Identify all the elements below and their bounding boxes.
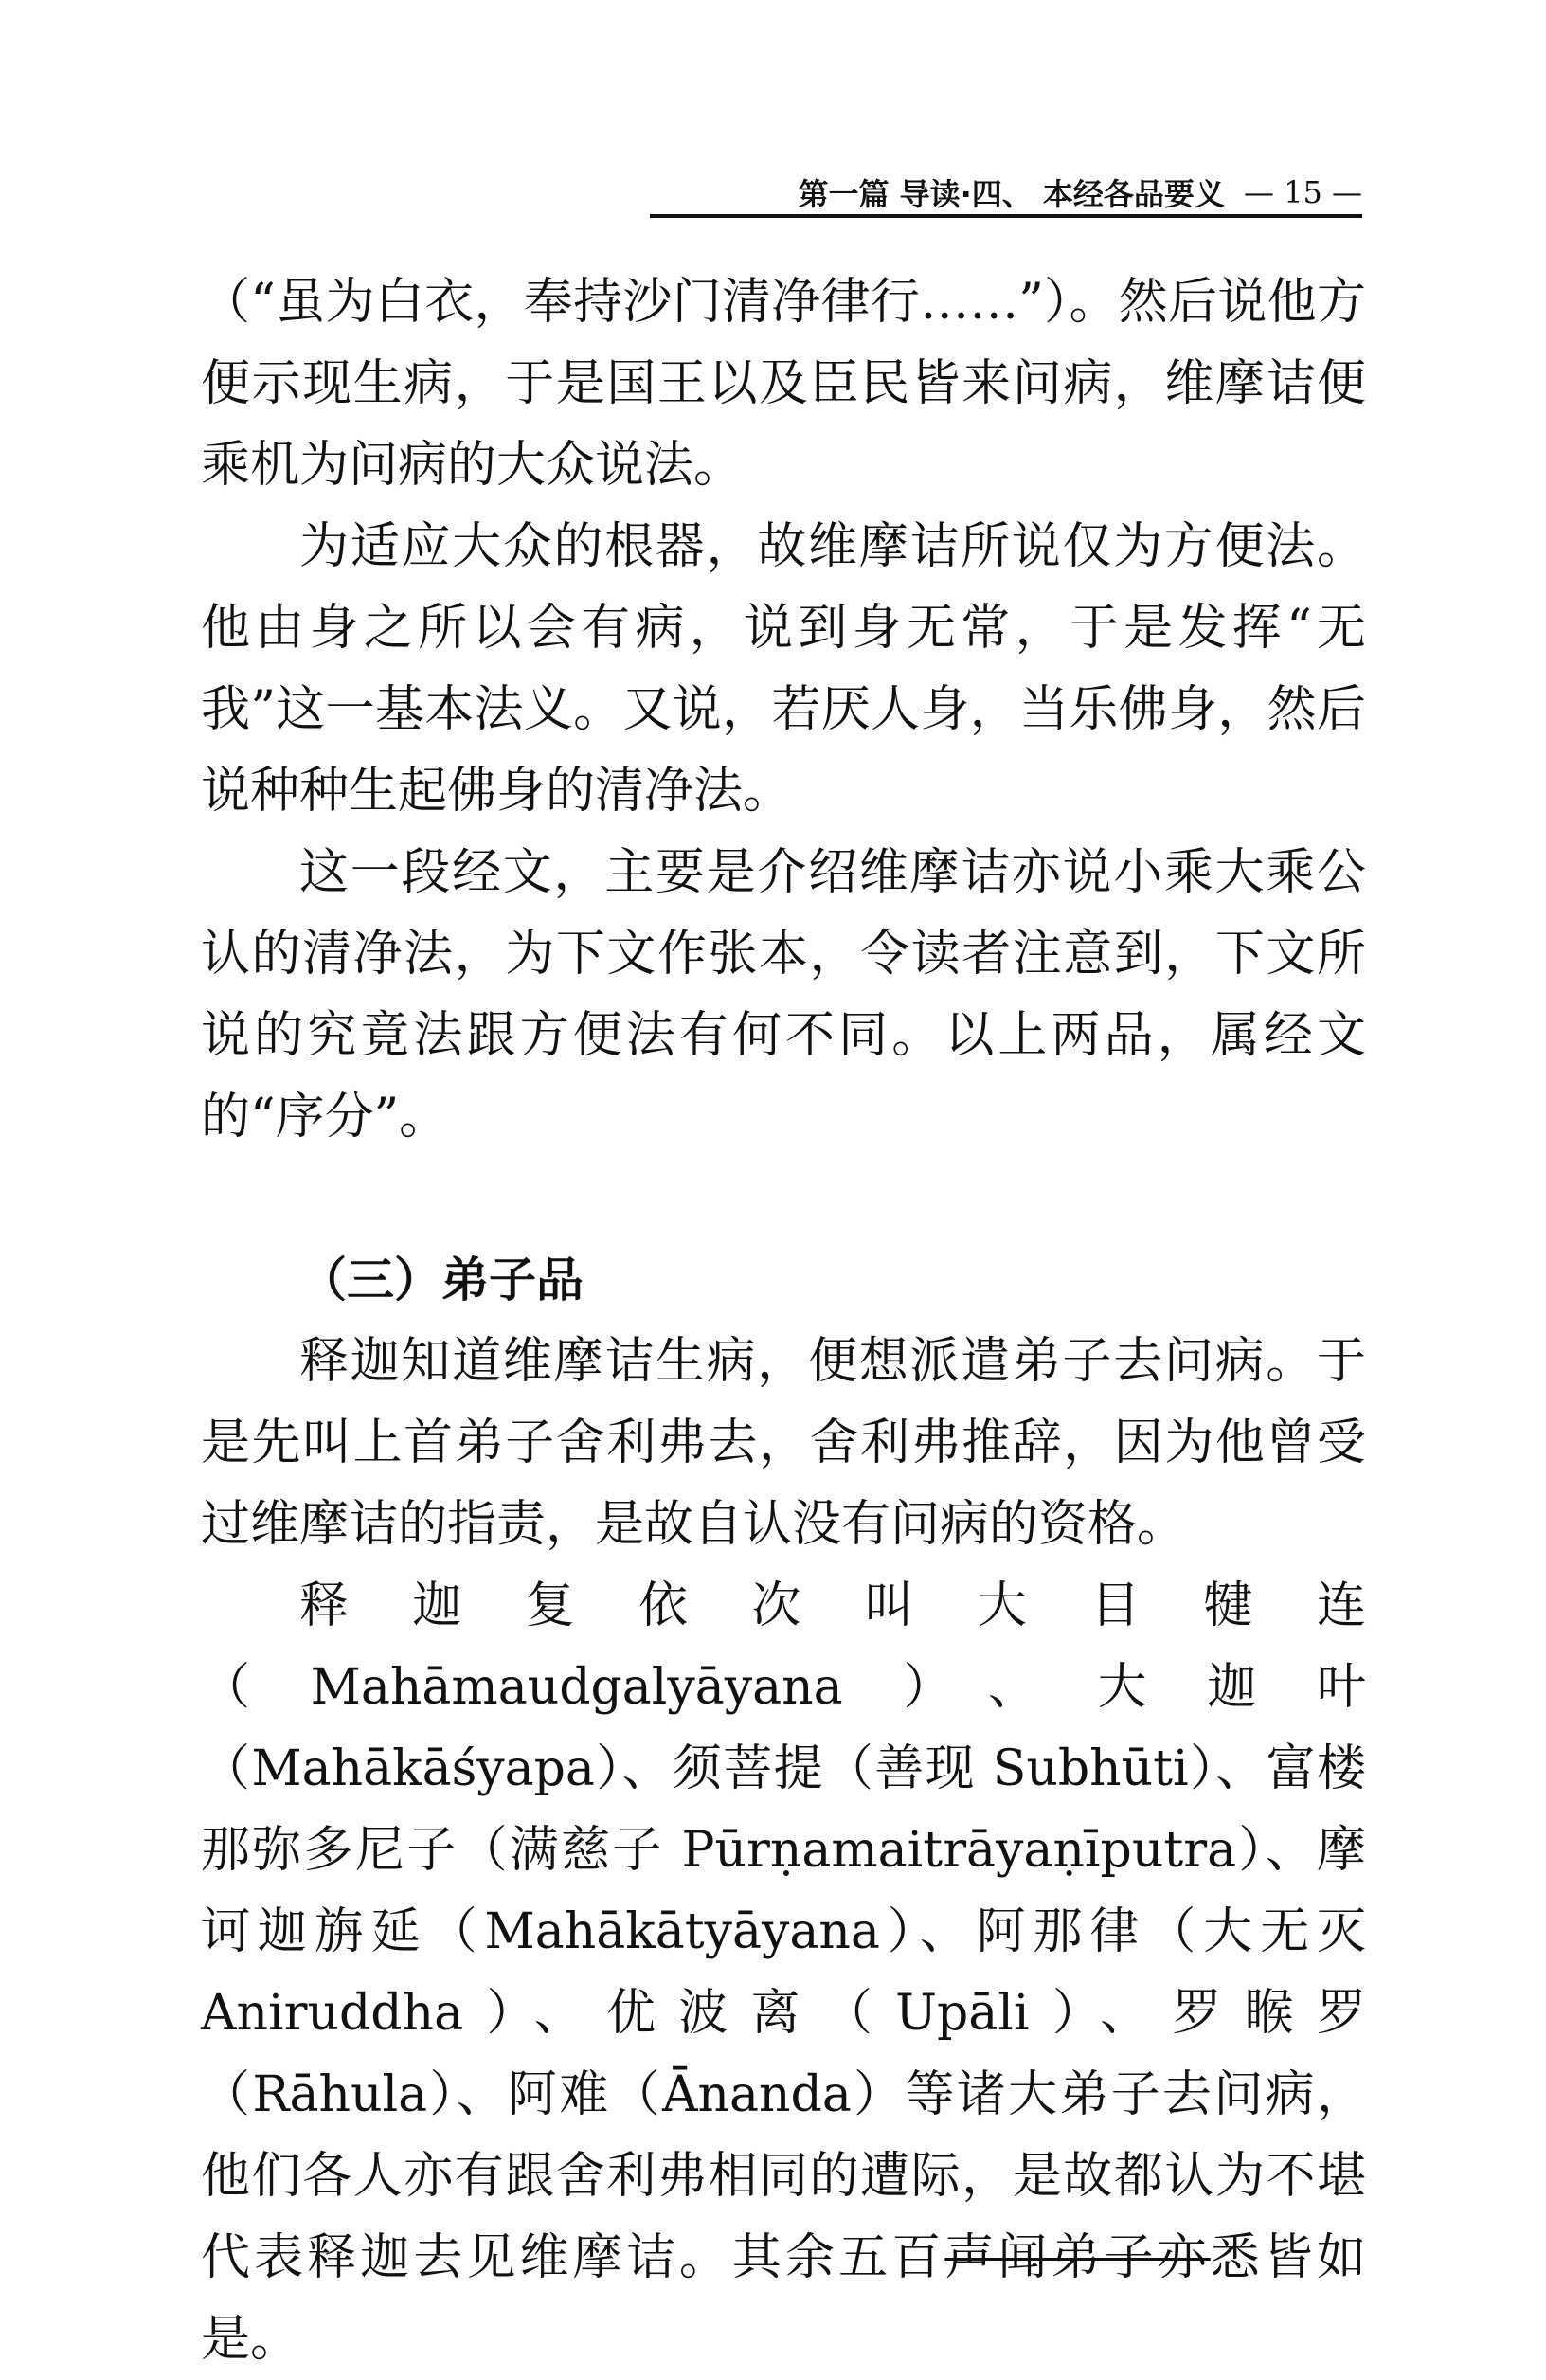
running-header xyxy=(650,171,1362,218)
paragraph-5-end: 悉皆如是。 xyxy=(201,2229,1366,2368)
paragraph-3: 这一段经文，主要是介绍维摩诘亦说小乘大乘公认的清净法，为下文作张本，令读者注意到，下文所说的究竟法跟方便法有何不同。以上两品，属经文的“序分”。 xyxy=(201,844,1366,1145)
section-heading: （三）弟子品 xyxy=(299,1253,584,1307)
paragraph-1: （“虽为白衣，奉持沙门清净律行……”）。然后说他方便示现生病，于是国王以及臣民皆来问病，维摩诘便乘机为问病的大众说法。 xyxy=(201,274,1366,494)
paragraph-5-main: 释迦复依次叫大目犍连（Mahāmaudgalyāyana）、大迦叶（Mahākāśyapa）、须菩提（善现 Subhūti）、富楼那弥多尼子（满慈子 Pūrṇamaitrāyaṇīputra）、摩诃迦旃延（Mahākātyāyana）、阿那律（大无灭 Aniruddha）、优波离（Upāli）、罗睺罗（Rāhula）、阿难（Ānanda）等诸大弟子去问病，他们各人亦有跟舍利弗相同的遭际，是故都认为不堪代表释迦去见维摩诘。其余五百 xyxy=(201,1578,1366,2286)
body-text xyxy=(201,261,1366,2380)
paragraph-5 xyxy=(201,1565,1366,2380)
running-title: 第一篇 导读·四、 本经各品要义 xyxy=(798,176,1225,212)
struck-text: 声闻弟子亦 xyxy=(944,2229,1211,2286)
page-number: — 15 — xyxy=(1243,174,1362,210)
paragraph-4: 释迦知道维摩诘生病，便想派遣弟子去问病。于是先叫上首弟子舍利弗去，舍利弗推辞，因为他曾受过维摩诘的指责，是故自认没有问病的资格。 xyxy=(201,1333,1366,1553)
paragraph-2: 为适应大众的根器，故维摩诘所说仅为方便法。他由身之所以会有病，说到身无常，于是发挥“无我”这一基本法义。又说，若厌人身，当乐佛身，然后说种种生起佛身的清净法。 xyxy=(201,518,1366,820)
